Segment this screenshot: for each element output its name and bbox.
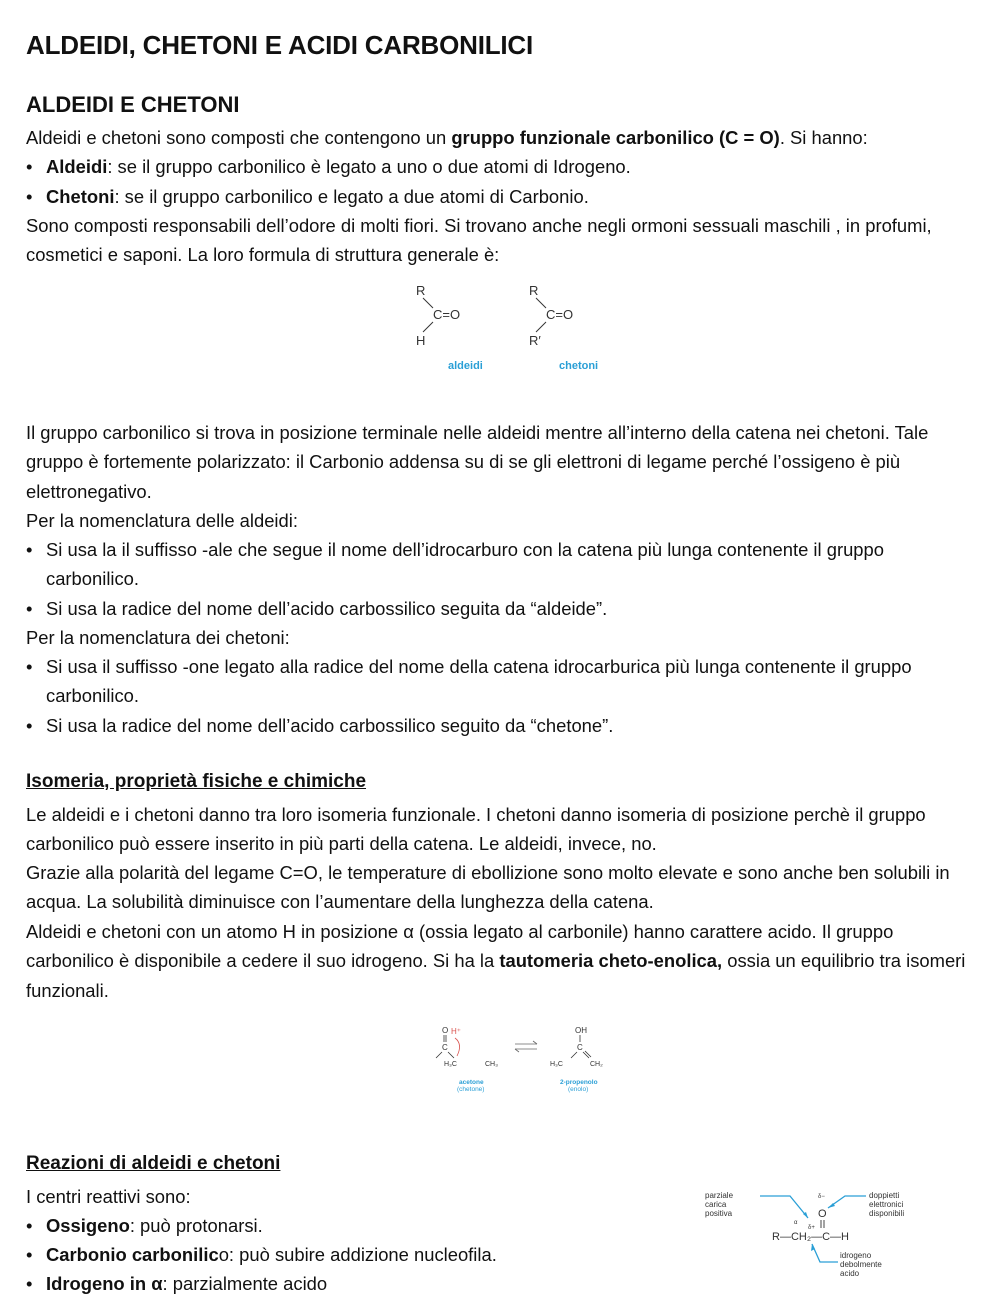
paragraph-isomeria: Le aldeidi e i chetoni danno tra loro isomeria funzionale. I chetoni danno isomeria di posizione perchè il gruppo carbonilico può essere inserito in più parti della catena. Le aldeidi, invece, no. <box>26 804 926 855</box>
atom-o: O <box>818 1208 827 1220</box>
paragraph-gruppo-carbonilico: Il gruppo carbonilico si trova in posizione terminale nelle aldeidi mentre all’interno della catena nei chetoni. Tale gruppo è fortemente polarizzato: il Carbonio addensa su di se gli elettroni di legame perché l’ossigeno è più elettronegativo. <box>26 422 929 502</box>
label-positiva: positiva <box>705 1209 733 1218</box>
group-ch3: CH₃ <box>485 1061 498 1068</box>
group-ch2: CH₂ <box>590 1061 603 1068</box>
atom-h-plus: H⁺ <box>451 1027 461 1036</box>
structure-acetone <box>436 1026 498 1093</box>
bullet-suffisso-ale: • Si usa la il suffisso -ale che segue il nome dell’idrocarburo con la catena più lunga contenente il gruppo carbonilico. <box>26 539 884 590</box>
atom-o: O <box>442 1026 449 1035</box>
bullet-ossigeno: • Ossigeno: può protonarsi. <box>26 1215 263 1236</box>
paragraph-centri-reattivi: I centri reattivi sono: <box>26 1186 191 1207</box>
caption-chetone: (chetone) <box>457 1086 485 1093</box>
bullet-radice-chetone: • Si usa la radice del nome dell’acido carbossilico seguito da “chetone”. <box>26 715 614 736</box>
delta-minus: δ− <box>818 1194 825 1200</box>
bullet-aldeidi: • Aldeidi: se il gruppo carbonilico è legato a uno o due atomi di Idrogeno. <box>26 156 631 177</box>
paragraph-odore: Sono composti responsabili dell’odore di molti fiori. Si trovano anche negli ormoni sessuali maschili , in profumi, cosmetici e saponi. La loro formula di struttura generale è: <box>26 215 932 266</box>
atom-r: R <box>416 283 426 298</box>
atom-r-prime: R′ <box>529 333 541 348</box>
caption-enolo: (enolo) <box>568 1086 589 1093</box>
group-co: C=O <box>546 307 574 322</box>
section-heading-aldeidi-chetoni: ALDEIDI E CHETONI <box>26 92 240 117</box>
atom-h: H <box>416 333 426 348</box>
group-h3c: H₃C <box>444 1061 457 1068</box>
delta-plus: δ+ <box>808 1225 815 1231</box>
structure-2-propenolo <box>550 1026 603 1093</box>
label-disponibili: disponibili <box>869 1209 905 1218</box>
alpha-label: α <box>794 1220 798 1226</box>
caption-chetoni: chetoni <box>559 360 599 372</box>
bullet-carbonio-carbonilico: • Carbonio carbonilico: può subire addizione nucleofila. <box>26 1244 497 1265</box>
paragraph-polarita: Grazie alla polarità del legame C=O, le temperature di ebollizione sono molto elevate e sono anche ben solubili in acqua. La solubilità diminuisce con l’aumentare della lunghezza della catena. <box>26 862 950 913</box>
intro-paragraph: Aldeidi e chetoni sono composti che contengono un gruppo funzionale carbonilico (C = O). Si hanno: <box>26 127 868 148</box>
structure-chetoni <box>529 283 598 372</box>
figure-general-structure <box>406 278 606 378</box>
label-idrogeno: idrogeno <box>840 1251 872 1260</box>
equilibrium-arrows <box>515 1041 537 1052</box>
paragraph-tautomeria: Aldeidi e chetoni con un atomo H in posizione α (ossia legato al carbonile) hanno carattere acido. Il gruppo carbonilico è disponibile a cedere il suo idrogeno. Si ha la tautomeria cheto-enolica, ossia un equilibrio tra isomeri funzionali. <box>26 921 966 1001</box>
label-carica: carica <box>705 1200 727 1209</box>
atom-r: R <box>529 283 539 298</box>
bullet-suffisso-one: • Si usa il suffisso -one legato alla radice del nome della catena idrocarburica più lunga contenente il gruppo carbonilico. <box>26 656 912 707</box>
bullet-chetoni: • Chetoni: se il gruppo carbonilico e legato a due atomi di Carbonio. <box>26 186 589 207</box>
bullet-idrogeno-alfa: • Idrogeno in α: parzialmente acido <box>26 1273 328 1294</box>
group-h3c: H₃C <box>550 1061 563 1068</box>
atom-c: C <box>577 1043 583 1052</box>
group-oh: OH <box>575 1026 587 1035</box>
paragraph-nomenclatura-chetoni: Per la nomenclatura dei chetoni: <box>26 627 290 648</box>
atom-c: C <box>442 1043 448 1052</box>
caption-2-propenolo: 2-propenolo <box>560 1079 598 1086</box>
bullet-radice-aldeide: • Si usa la radice del nome dell’acido carbossilico seguita da “aldeide”. <box>26 598 608 619</box>
structure-aldeidi <box>416 283 483 372</box>
section-heading-reazioni: Reazioni di aldeidi e chetoni <box>26 1153 281 1174</box>
label-debolmente: debolmente <box>840 1260 882 1269</box>
label-doppietti: doppietti <box>869 1191 900 1200</box>
page-title: ALDEIDI, CHETONI E ACIDI CARBONILICI <box>26 30 534 60</box>
label-parziale: parziale <box>705 1191 734 1200</box>
group-co: C=O <box>433 307 461 322</box>
figure-centri-reattivi <box>700 1186 920 1286</box>
chain-formula: R—CH₂—C—H <box>772 1231 849 1243</box>
label-acido: acido <box>840 1269 860 1278</box>
caption-aldeidi: aldeidi <box>448 360 483 372</box>
paragraph-nomenclatura-aldeidi: Per la nomenclatura delle aldeidi: <box>26 510 298 531</box>
figure-tautomeria <box>411 1022 621 1097</box>
label-elettronici: elettronici <box>869 1200 904 1209</box>
section-heading-isomeria: Isomeria, proprietà fisiche e chimiche <box>26 771 367 792</box>
caption-acetone: acetone <box>459 1079 484 1086</box>
